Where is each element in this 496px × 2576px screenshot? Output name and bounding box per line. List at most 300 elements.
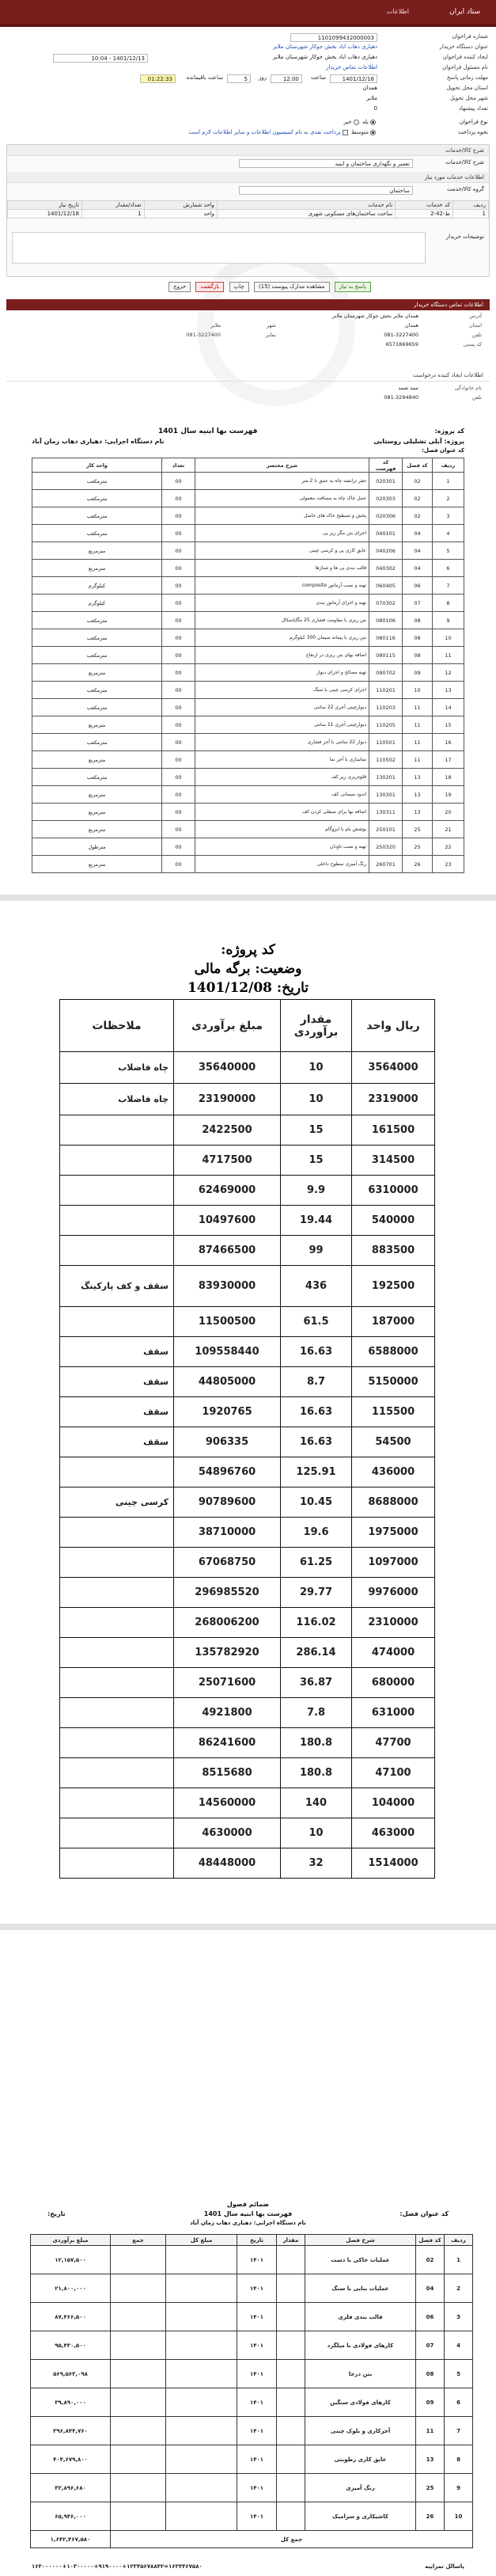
p1-cell: 00 (162, 804, 195, 821)
p2-cell: 35640000 (174, 1052, 281, 1084)
p1-cell: 19 (433, 786, 464, 804)
p1-cell: 00 (162, 577, 195, 595)
creator-bar: اطلاعات ایجاد کننده درخواست (6, 372, 490, 382)
p1-cell: 020306 (369, 507, 403, 525)
need-desc-field: تعمیر و نگهداری ساختمان و ابنیه (239, 159, 413, 168)
p2-cell: 61.25 (281, 1548, 352, 1578)
p3-cell: ۳۹۶,۸۴۴,۷۶۰ (31, 2417, 111, 2445)
contact-label: تلفن (471, 332, 482, 338)
p1-cell: 25 (403, 821, 433, 838)
p3-table-row (31, 2502, 473, 2531)
p3-cell: 7 (445, 2417, 473, 2445)
form-row-buyer (8, 44, 488, 54)
p3-cell: ۶۵,۹۴۶,۰۰۰ (31, 2502, 111, 2531)
p1-cell: 00 (162, 612, 195, 629)
p1-cell: اجرای بتن مگر زیر پی (195, 525, 369, 542)
p1-cell: قلوه‌ریزی زیر کف (195, 769, 369, 786)
form-row-city (8, 95, 488, 105)
p1-cell: مترمکعب (32, 473, 162, 490)
p2-cell: 23190000 (174, 1084, 281, 1115)
p1-cell: 13 (433, 682, 464, 699)
p1-cell: 1 (433, 473, 464, 490)
p3-cell (166, 2474, 237, 2502)
payment-options (188, 129, 377, 135)
creator-name: دهیاری دهاب اباد بخش جوکار شهرستان ملایر (272, 54, 377, 60)
form-label: عنوان دستگاه خریدار (439, 44, 488, 50)
p2-cell (60, 1698, 174, 1728)
payment-label: نحوه پرداخت (457, 129, 488, 135)
time-label: ساعت (310, 74, 326, 81)
p3-footer-formula: ۱۶۳۴۴۶۷۵۸۰=۱۶۳۰۰۰۰۰۰+۱۰۳۰۰۰۰۰+۹۱۹۰۰۰۰+۱۲۳۴۵۶۷۸۸۴۲ (32, 2563, 203, 2570)
p3-header-center-1: ضمائم فصول (226, 2201, 270, 2208)
attach-count: (15) (258, 283, 271, 290)
p2-cell: 2319000 (352, 1084, 435, 1115)
p1-cell: 00 (162, 856, 195, 873)
radio-no[interactable] (354, 120, 359, 125)
contact-label: استان (469, 322, 482, 329)
p1-table-row (32, 769, 464, 786)
p2-cell: 61.5 (281, 1307, 352, 1337)
p3-cell: ۱۴۰۱ (237, 2303, 277, 2331)
p3-cell (166, 2360, 237, 2388)
p3-cell: عملیات خاکی با دست (305, 2246, 416, 2274)
p2-cell (60, 1728, 174, 1758)
p1-cell: اضافه بهای بتن ریزی در ارتفاع (195, 647, 369, 664)
p1-table-row (32, 821, 464, 838)
p3-cell: ۱۴۰۱ (237, 2445, 277, 2474)
p2-cell: 104000 (352, 1788, 435, 1818)
radio-no-label: خیر (343, 119, 352, 125)
p1-cell: 130201 (369, 769, 403, 786)
site-brand[interactable]: ستاد ایران (449, 8, 480, 16)
p3-total-value: ۱,۶۴۲,۴۶۷,۵۸۰ (31, 2531, 111, 2548)
p2-cell (60, 1848, 174, 1879)
p1-table-row (32, 490, 464, 507)
p1-cell: دیوارچینی آجری 11 سانتی (195, 716, 369, 734)
p2-cell: 436 (281, 1266, 352, 1307)
p2-cell: 44805000 (174, 1367, 281, 1397)
p2-header-row (60, 1000, 435, 1052)
p2-cell: 8.7 (281, 1367, 352, 1397)
p1-cell: مترمکعب (32, 490, 162, 507)
p1-cell: مترمربع (32, 542, 162, 560)
p2-cell: 25071600 (174, 1668, 281, 1698)
p2-table-row (60, 1146, 435, 1176)
p1-cell: 00 (162, 525, 195, 542)
p2-cell (60, 1608, 174, 1638)
p1-cell: مترمکعب (32, 647, 162, 664)
p1-cell: عایق کاری پی و کرسی چینی (195, 542, 369, 560)
p3-cell: 5 (445, 2360, 473, 2388)
p3-cell: ۳۹,۸۹۰,۰۰۰ (31, 2388, 111, 2417)
price-radio-group (343, 119, 377, 125)
payment-checkbox[interactable] (343, 130, 348, 135)
p1-cell: کیلوگرم (32, 577, 162, 595)
p3-cell: 02 (416, 2246, 445, 2274)
p1-cell: مترمربع (32, 664, 162, 682)
buyer-contact-bar: اطلاعات تماس دستگاه خریدار (6, 299, 490, 310)
need-desc-label: شرح کالا/خدمات (445, 159, 484, 165)
p2-title-project: کد پروژه: (221, 942, 275, 958)
p2-cell: 115500 (352, 1397, 435, 1427)
p2-cell: 4921800 (174, 1698, 281, 1728)
p2-cell: چاه فاضلاب (60, 1052, 174, 1084)
p3-cell (166, 2246, 237, 2274)
p2-cell: 19.6 (281, 1518, 352, 1548)
contact-row (15, 332, 482, 340)
p2-cell: 10497600 (174, 1206, 281, 1236)
p3-cell: ۱۴۰۱ (237, 2474, 277, 2502)
p1-cell: تهیه و نصب آرماتور composite (195, 577, 369, 595)
p2-table-row (60, 1788, 435, 1818)
p3-cell (277, 2274, 305, 2303)
p1-project-name: پروژه: آبلی تشلیلی روستایی (373, 438, 464, 445)
creator-block (6, 385, 490, 408)
p2-cell: 15 (281, 1115, 352, 1146)
p1-cell: 110502 (369, 751, 403, 769)
p1-cell: 04 (403, 525, 433, 542)
p2-cell (60, 1236, 174, 1266)
form-row-province (8, 85, 488, 95)
accept-button[interactable]: پاسخ به نیاز (335, 282, 371, 292)
p3-table-row (31, 2474, 473, 2502)
p3-cell (111, 2360, 166, 2388)
p1-cell: 25 (403, 838, 433, 856)
p2-cell (60, 1578, 174, 1608)
p3-cell (111, 2445, 166, 2474)
action-bar (6, 282, 490, 294)
column-header: مبلغ برآوردی (174, 1000, 281, 1052)
p2-cell: 16.63 (281, 1337, 352, 1367)
p2-table-row (60, 1206, 435, 1236)
p3-cell: 06 (416, 2303, 445, 2331)
p1-cell: 6 (433, 560, 464, 577)
p2-table-row (60, 1367, 435, 1397)
p1-cell: پخش و تسطیح خاک های حاصل (195, 507, 369, 525)
p1-cell: 130301 (369, 786, 403, 804)
p1-cell: 04 (403, 560, 433, 577)
p3-cell: ۹۵,۴۳۰,۵۰۰ (31, 2331, 111, 2360)
p3-cell (111, 2474, 166, 2502)
p1-cell: 26 (403, 856, 433, 873)
p2-cell: 116.02 (281, 1608, 352, 1638)
p1-cell: 08 (403, 612, 433, 629)
p2-table-row (60, 1266, 435, 1307)
p2-cell: 90789600 (174, 1487, 281, 1518)
form-label: نام مسئول فراخوان (442, 64, 488, 70)
p2-cell (60, 1818, 174, 1848)
p3-cell: 4 (445, 2331, 473, 2360)
p1-table-row (32, 473, 464, 490)
p2-cell: سقف (60, 1367, 174, 1397)
p2-cell: 180.8 (281, 1758, 352, 1788)
p1-cell: 130311 (369, 804, 403, 821)
p2-cell (60, 1668, 174, 1698)
p3-cell: 07 (416, 2331, 445, 2360)
column-header: نام خدمات (217, 201, 395, 210)
p1-price-list: فهرست بها ابنیه سال 1401 (158, 427, 258, 435)
p3-cell (166, 2417, 237, 2445)
buyer-contact-link[interactable]: اطلاعات تماس خریدار (326, 64, 377, 70)
column-header: شرح مختصر (195, 458, 369, 473)
remaining-time-field: 01:22:33 (140, 74, 176, 83)
p1-table-row (32, 629, 464, 647)
column-header: واحد کار (32, 458, 162, 473)
p1-cell: 17 (433, 751, 464, 769)
p2-table-row (60, 1397, 435, 1427)
p1-cell: 00 (162, 647, 195, 664)
p1-cell: مترمکعب (32, 507, 162, 525)
p2-table-row (60, 1176, 435, 1206)
p1-cell: مترمربع (32, 716, 162, 734)
p1-table-row (32, 804, 464, 821)
p1-cell: اندود سیمانی کف (195, 786, 369, 804)
p3-header-row (31, 2235, 473, 2246)
column-header: ریال واحد (352, 1000, 435, 1052)
p2-cell: 187000 (352, 1307, 435, 1337)
p1-cell: 040206 (369, 542, 403, 560)
p2-cell: 883500 (352, 1236, 435, 1266)
p1-cell: 08 (403, 629, 433, 647)
p2-cell: 1097000 (352, 1548, 435, 1578)
radio-yes[interactable] (370, 120, 376, 125)
p1-cell: تهیه مصالح و اجرای دیوار (195, 664, 369, 682)
column-header: مبلغ کل (166, 2235, 237, 2246)
p2-table-row (60, 1115, 435, 1146)
p2-cell: 29.77 (281, 1578, 352, 1608)
p2-financial-table (59, 999, 435, 1879)
p2-title-status: وضعیت: برگه مالی (194, 961, 302, 977)
p3-cell (166, 2388, 237, 2417)
p2-cell: سقف (60, 1337, 174, 1367)
p2-table-row (60, 1638, 435, 1668)
buyer-name-link[interactable]: دهیاری دهاب اباد بخش جوکار شهرستان ملایر (272, 44, 377, 50)
column-header: کد خدمات (396, 201, 453, 210)
p1-cell: دیوارچینی آجری 22 سانتی (195, 699, 369, 716)
p3-cell: 3 (445, 2303, 473, 2331)
p3-cell (277, 2474, 305, 2502)
p3-cell: ۴۰۴,۶۷۹,۸۰۰ (31, 2445, 111, 2474)
p3-cell: کارهای فولادی با میلگرد (305, 2331, 416, 2360)
p1-cell: 00 (162, 595, 195, 612)
p1-table-row (32, 664, 464, 682)
p3-header-center-2: فهرست بها ابنیه سال 1401 (203, 2210, 293, 2217)
p2-cell: 268006200 (174, 1608, 281, 1638)
p1-cell: 00 (162, 716, 195, 734)
p1-cell: 020301 (369, 473, 403, 490)
p1-cell: 11 (403, 716, 433, 734)
p3-cell (166, 2445, 237, 2474)
p1-cell: نماسازی با آجر نما (195, 751, 369, 769)
p3-cell (111, 2274, 166, 2303)
p1-cell: مترمکعب (32, 612, 162, 629)
send-date-field: 1401/12/13 - 10:04 (53, 54, 148, 63)
p3-cell: ۲۱,۸۰۰,۰۰۰ (31, 2274, 111, 2303)
p2-cell (60, 1638, 174, 1668)
p2-cell: 140 (281, 1788, 352, 1818)
group-row (11, 186, 484, 196)
p2-cell (60, 1758, 174, 1788)
p2-cell: کرسی چینی (60, 1487, 174, 1518)
column-header: کد فصل (416, 2235, 445, 2246)
p3-table-row (31, 2246, 473, 2274)
payment-option-label: متوسط (351, 129, 369, 135)
p2-table-row (60, 1084, 435, 1115)
p2-cell (60, 1307, 174, 1337)
p3-table-row (31, 2274, 473, 2303)
request-number-field[interactable]: 1101099432000003 (290, 33, 377, 42)
p2-cell: 1975000 (352, 1518, 435, 1548)
radio-payment[interactable] (370, 130, 376, 135)
p2-cell: 180.8 (281, 1728, 352, 1758)
back-button[interactable]: بازگشت (195, 282, 224, 292)
p1-cell: 00 (162, 821, 195, 838)
form-label: شماره فراخوان (452, 33, 488, 40)
view-docs-label: مشاهده مدارک پیوست (271, 283, 325, 290)
p3-cell (111, 2502, 166, 2531)
column-header: ردیف (453, 201, 489, 210)
p1-cell: 18 (433, 769, 464, 786)
p1-cell: 06 (403, 577, 433, 595)
p2-table-row (60, 1758, 435, 1788)
p1-cell: 15 (433, 716, 464, 734)
p1-cell: 8 (433, 595, 464, 612)
p1-cell: 11 (433, 647, 464, 664)
p2-cell: 54896760 (174, 1457, 281, 1487)
p1-cell: 00 (162, 699, 195, 716)
p3-cell (277, 2331, 305, 2360)
p3-cell: ۱۴۰۱ (237, 2246, 277, 2274)
p1-cell: 08 (403, 647, 433, 664)
p1-cell: 11 (403, 751, 433, 769)
p1-cell: 00 (162, 490, 195, 507)
p3-cell: 13 (416, 2445, 445, 2474)
page-divider (0, 895, 496, 901)
items-table-header (8, 201, 489, 210)
need-desc-row (11, 159, 484, 169)
view-docs-button[interactable] (254, 282, 330, 292)
print-button[interactable]: چاپ (229, 282, 249, 292)
p1-cell: مترمکعب (32, 699, 162, 716)
p3-cell: عایق کاری رطوبتی (305, 2445, 416, 2474)
p2-table-row (60, 1518, 435, 1548)
p3-footer-right: پاسالل تمراپیه (425, 2563, 464, 2570)
items-table (7, 200, 489, 218)
p2-cell: 48448000 (174, 1848, 281, 1879)
p2-cell: 5150000 (352, 1367, 435, 1397)
p1-cell: 110201 (369, 682, 403, 699)
form-label: استان محل تحویل (446, 85, 488, 91)
column-header: ردیف (445, 2235, 473, 2246)
contact-value: 6571869659 (385, 341, 418, 348)
p1-cell: 080106 (369, 612, 403, 629)
p2-cell: 32 (281, 1848, 352, 1879)
p1-cell: 110205 (369, 716, 403, 734)
p1-cell: 02 (403, 473, 433, 490)
p1-cell: 21 (433, 821, 464, 838)
contact-value: 081-3294840 (384, 394, 418, 401)
p2-cell: 161500 (352, 1115, 435, 1146)
p1-cell: مترمربع (32, 821, 162, 838)
p3-cell: 6 (445, 2388, 473, 2417)
p2-cell: 135782920 (174, 1638, 281, 1668)
p1-cell: مترمکعب (32, 525, 162, 542)
p1-cell: 13 (403, 786, 433, 804)
column-header: ملاحظات (60, 1000, 174, 1052)
cell: واحد (144, 210, 217, 218)
p1-items-table (32, 458, 464, 873)
close-button[interactable]: خروج (168, 282, 191, 292)
p1-cell: 23 (433, 856, 464, 873)
p2-table-row (60, 1818, 435, 1848)
p2-cell (60, 1518, 174, 1548)
p2-cell: 15 (281, 1146, 352, 1176)
form-label: تعداد پیشنهاد (458, 105, 488, 112)
p2-cell: 10 (281, 1818, 352, 1848)
p1-cell: 00 (162, 542, 195, 560)
deadline-date-field[interactable]: 1401/12/18 (330, 74, 377, 83)
p1-cell: کیلوگرم (32, 595, 162, 612)
p2-cell: 16.63 (281, 1427, 352, 1457)
p2-cell: 7.8 (281, 1698, 352, 1728)
p3-cell: 04 (416, 2274, 445, 2303)
cell: 1 (81, 210, 144, 218)
p1-cell: مترمکعب (32, 769, 162, 786)
p2-cell: 86241600 (174, 1728, 281, 1758)
p3-cell: ۱۴۰۱ (237, 2360, 277, 2388)
cell: 1401/12/18 (8, 210, 82, 218)
menu-info-link[interactable]: اطلاعات (386, 8, 409, 15)
p3-cell: 08 (416, 2360, 445, 2388)
p2-table-row (60, 1487, 435, 1518)
column-header: مقدار (277, 2235, 305, 2246)
p1-cell: 11 (403, 734, 433, 751)
p2-cell: 463000 (352, 1818, 435, 1848)
buyer-contact-block (6, 313, 490, 368)
p2-cell: 9976000 (352, 1578, 435, 1608)
p1-cell: بتن ریزی با مقاومت فشاری 25 مگاپاسکال (195, 612, 369, 629)
p1-cell: 02 (403, 490, 433, 507)
p3-cell (111, 2417, 166, 2445)
p1-cell: 5 (433, 542, 464, 560)
p2-cell: 906335 (174, 1427, 281, 1457)
payment-note: پرداخت نقدی به نام کمیسیون اطلاعات و سایر اطلاعات لازم است (188, 129, 341, 135)
p3-cell: عملیات بنایی با سنگ (305, 2274, 416, 2303)
p3-table-row (31, 2360, 473, 2388)
p1-cell: 07 (403, 595, 433, 612)
p1-cell: حفر ترانشه چاه به عمق تا 2 متر (195, 473, 369, 490)
p2-cell (60, 1457, 174, 1487)
p3-cell: بتن درجا (305, 2360, 416, 2388)
p2-cell: 474000 (352, 1638, 435, 1668)
p1-cell: مترمربع (32, 856, 162, 873)
p1-cell: 02 (403, 507, 433, 525)
p2-cell: چاه فاضلاب (60, 1084, 174, 1115)
p1-cell: 2 (433, 490, 464, 507)
p1-cell: 080115 (369, 647, 403, 664)
p2-cell: سقف (60, 1397, 174, 1427)
p2-cell (60, 1115, 174, 1146)
deadline-time-field[interactable]: 12:00 (271, 74, 302, 83)
p1-cell: تهیه و نصب ناودان (195, 838, 369, 856)
p3-summary-table (30, 2234, 473, 2548)
buyer-note-label: توضیحات خریدار (445, 234, 484, 240)
contact-label: کد پستی (463, 341, 482, 348)
p2-cell: 1920765 (174, 1397, 281, 1427)
contact-row (15, 322, 482, 331)
p1-table-row (32, 525, 464, 542)
need-panel-header: شرح کالا/خدمات (7, 145, 489, 156)
